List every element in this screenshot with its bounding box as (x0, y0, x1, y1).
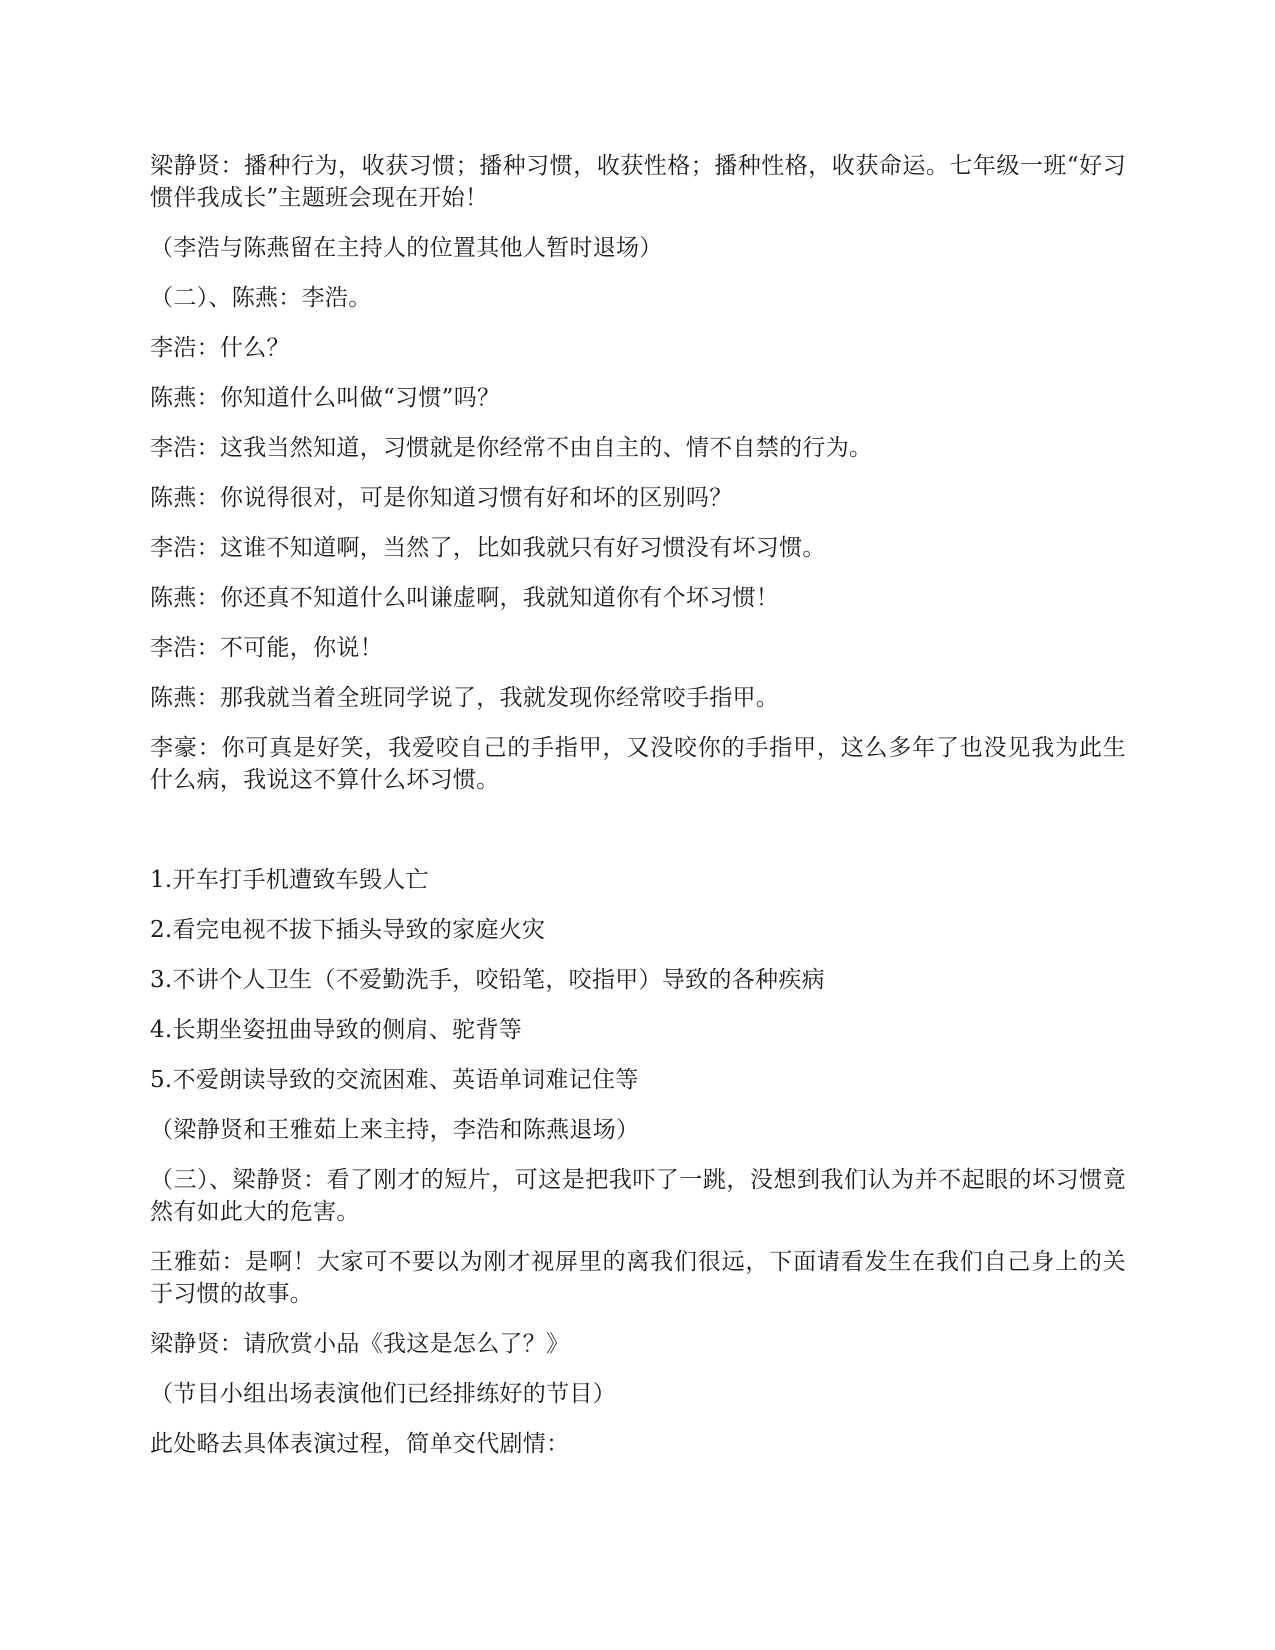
paragraph-stage-direction: （节目小组出场表演他们已经排练好的节目） (150, 1381, 616, 1407)
list-item: 1.开车打手机遭致车毁人亡 (150, 867, 429, 893)
paragraph-dialogue: 陈燕：你知道什么叫做“习惯”吗？ (150, 385, 501, 411)
list-item: 2.看完电视不拔下插头导致的家庭火灾 (150, 917, 546, 943)
paragraph-dialogue: 李浩：这谁不知道啊，当然了，比如我就只有好习惯没有坏习惯。 (150, 535, 826, 561)
paragraph-stage-direction: （梁静贤和王雅茹上来主持，李浩和陈燕退场） (150, 1117, 640, 1143)
document-page (150, 150, 1126, 1478)
paragraph-dialogue: 李浩：什么？ (150, 335, 290, 361)
section-gap (150, 814, 1126, 864)
list-item: 5.不爱朗读导致的交流困难、英语单词难记住等 (150, 1067, 639, 1093)
paragraph-dialogue: （二）、陈燕：李浩。 (150, 285, 372, 311)
paragraph-dialogue: 陈燕：你说得很对，可是你知道习惯有好和坏的区别吗？ (150, 485, 733, 511)
paragraph-summary-intro: 此处略去具体表演过程，简单交代剧情： (150, 1431, 570, 1457)
paragraph-dialogue: 李浩：不可能，你说！ (150, 635, 383, 661)
paragraph-dialogue: 李豪：你可真是好笑，我爱咬自己的手指甲，又没咬你的手指甲，这么多年了也没见我为此生什么病，我说这不算什么坏习惯。 (150, 735, 1126, 793)
paragraph-dialogue: 王雅茹：是啊！大家可不要以为刚才视屏里的离我们很远，下面请看发生在我们自己身上的关于习惯的故事。 (150, 1249, 1126, 1307)
paragraph-opening: 梁静贤：播种行为，收获习惯；播种习惯，收获性格；播种性格，收获命运。七年级一班“好习惯伴我成长”主题班会现在开始！ (150, 153, 1126, 211)
paragraph-dialogue: 陈燕：你还真不知道什么叫谦虚啊，我就知道你有个坏习惯！ (150, 585, 780, 611)
paragraph-dialogue: 梁静贤：请欣赏小品《我这是怎么了？》 (150, 1331, 570, 1357)
paragraph-stage-direction: （李浩与陈燕留在主持人的位置其他人暂时退场） (150, 235, 663, 261)
paragraph-dialogue: （三）、梁静贤：看了刚才的短片，可这是把我吓了一跳，没想到我们认为并不起眼的坏习惯竟然有如此大的危害。 (150, 1167, 1126, 1225)
paragraph-dialogue: 李浩：这我当然知道，习惯就是你经常不由自主的、情不自禁的行为。 (150, 435, 873, 461)
paragraph-dialogue: 陈燕：那我就当着全班同学说了，我就发现你经常咬手指甲。 (150, 685, 780, 711)
list-item: 3.不讲个人卫生（不爱勤洗手，咬铅笔，咬指甲）导致的各种疾病 (150, 967, 825, 993)
list-item: 4.长期坐姿扭曲导致的侧肩、驼背等 (150, 1017, 523, 1043)
